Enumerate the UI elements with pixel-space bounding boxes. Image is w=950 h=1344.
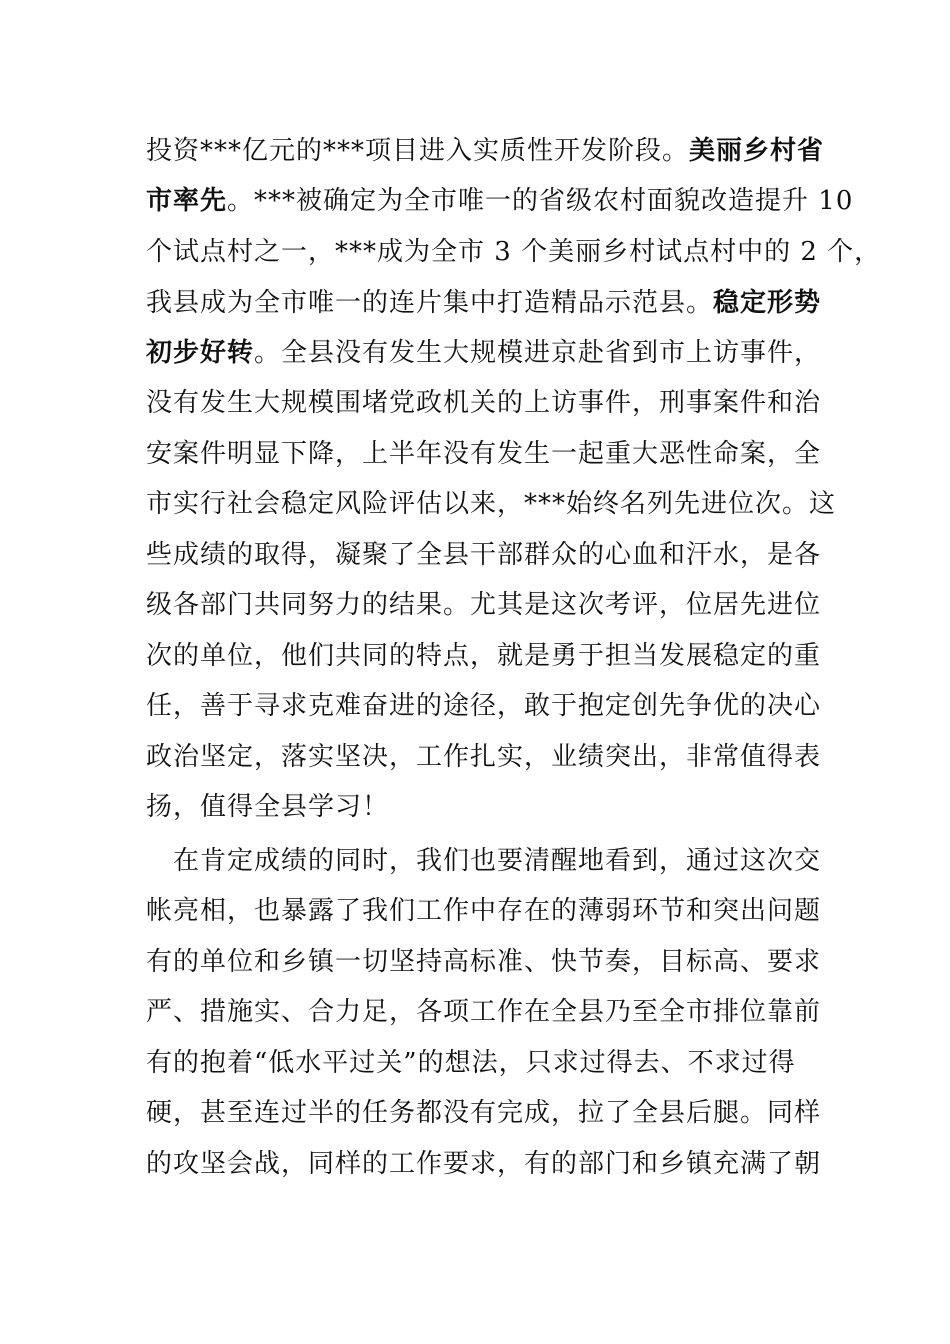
text-line — [146, 942, 822, 982]
text-segment: 有的抱着“低水平过关”的想法，只求过得去、不求过得 — [146, 1048, 796, 1078]
text-segment: 有的单位和乡镇一切坚持高标准、快节奏，目标高、要求 — [146, 947, 822, 977]
text-line — [146, 535, 822, 575]
text-segment: 任，善于寻求克难奋进的途径，敢于抱定创先争优的决心 — [146, 691, 822, 721]
text-line — [146, 686, 822, 726]
text-segment: 没有发生大规模围堵党政机关的上访事件，刑事案件和治 — [146, 388, 822, 418]
text-line — [146, 636, 822, 676]
bold-heading: 市率先 — [146, 186, 228, 216]
text-line — [146, 1144, 822, 1184]
text-segment: 在肯定成绩的同时，我们也要清醒地看到，通过这次交 — [146, 846, 822, 876]
text-line — [146, 333, 822, 373]
text-line — [146, 787, 811, 827]
text-segment: 市实行社会稳定风险评估以来，***始终名列先进位次。这 — [146, 489, 837, 519]
text-segment: 级各部门共同努力的结果。尤其是这次考评，位居先进位 — [146, 590, 822, 620]
text-line — [146, 1043, 811, 1083]
text-segment: 硬，甚至连过半的任务都没有完成，拉了全县后腿。同样 — [146, 1098, 822, 1128]
text-line — [146, 1093, 822, 1133]
text-line — [146, 434, 822, 474]
bold-heading: 稳定形势 — [713, 288, 822, 318]
text-line — [146, 891, 822, 931]
text-line — [146, 585, 822, 625]
text-segment: 的攻坚会战，同样的工作要求，有的部门和乡镇充满了朝 — [146, 1149, 822, 1179]
text-segment: 严、措施实、合力足，各项工作在全县乃至全市排位靠前 — [146, 997, 822, 1027]
text-segment: 我县成为全市唯一的连片集中打造精品示范县。 — [146, 288, 714, 318]
text-segment: 。全县没有发生大规模进京赴省到市上访事件， — [254, 338, 822, 368]
text-line — [146, 841, 822, 881]
text-segment: 些成绩的取得，凝聚了全县干部群众的心血和汗水，是各 — [146, 540, 822, 570]
text-segment: 帐亮相，也暴露了我们工作中存在的薄弱环节和突出问题 — [146, 896, 822, 926]
text-segment: 扬，值得全县学习！ — [146, 792, 390, 822]
text-segment: 。***被确定为全市唯一的省级农村面貌改造提升 10 — [227, 186, 854, 216]
text-line — [146, 992, 822, 1032]
text-line — [146, 737, 822, 777]
text-line — [146, 232, 882, 272]
text-segment: 个试点村之一，***成为全市 3 个美丽乡村试点村中的 2 个， — [146, 237, 882, 267]
text-segment: 投资***亿元的***项目进入实质性开发阶段。 — [146, 136, 690, 166]
text-line — [146, 484, 837, 524]
text-line — [146, 181, 854, 221]
bold-heading: 初步好转 — [146, 338, 255, 368]
text-segment: 政治坚定，落实坚决，工作扎实，业绩突出，非常值得表 — [146, 742, 822, 772]
text-line — [146, 283, 822, 323]
bold-heading: 美丽乡村省 — [689, 136, 825, 166]
text-segment: 安案件明显下降，上半年没有发生一起重大恶性命案，全 — [146, 439, 822, 469]
text-segment: 次的单位，他们共同的特点，就是勇于担当发展稳定的重 — [146, 641, 822, 671]
text-line — [146, 131, 825, 171]
text-line — [146, 383, 822, 423]
